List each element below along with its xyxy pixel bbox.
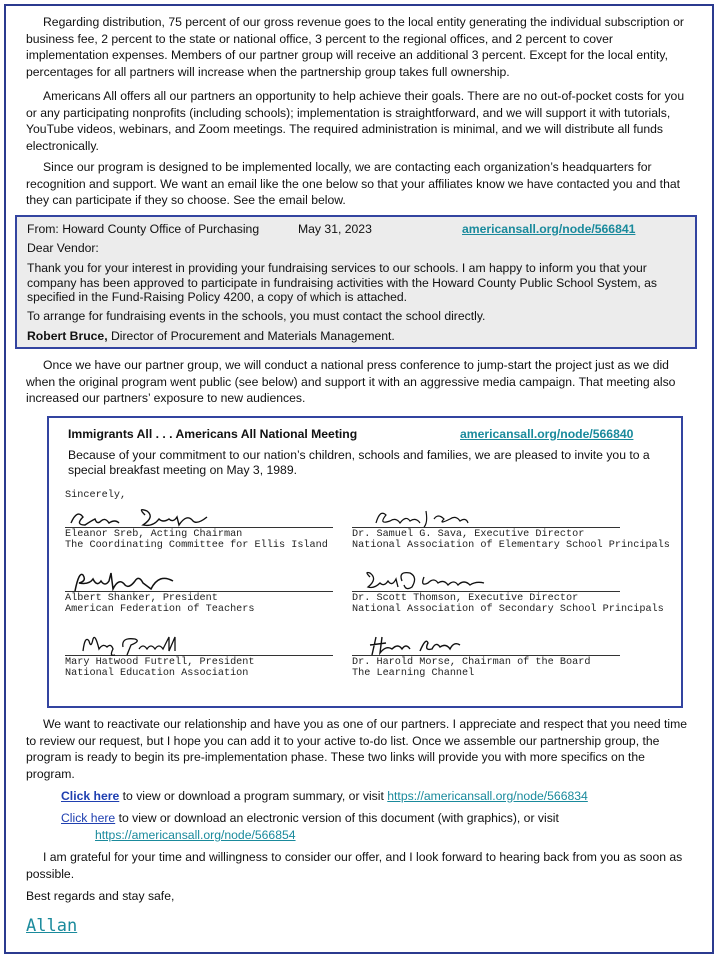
handwritten-signature (67, 503, 217, 533)
paragraph-grateful: I am grateful for your time and willingness to consider our offer, and I look forward to hearing back from you as soon as possible. (26, 850, 683, 881)
link-line-document (61, 810, 681, 843)
email-greeting: Dear Vendor: (27, 241, 99, 255)
email-body: Thank you for your interest in providing your fundraising services to our schools. I am happy to inform you that your company has been approved to participate in fundraising activities with the Howard County Public School System, as specified in the Fund-Raising Policy 4200, a copy of which is attached. (27, 261, 658, 304)
email-signer: Robert Bruce, Director of Procurement and Materials Management. (27, 329, 395, 343)
paragraph-local: Since our program is designed to be implemented locally, we are contacting each organization’s headquarters for recognition and support. We want an email like the one below so that your affiliates know we have contacted you and that they can participate if they so choose. See the email below. (26, 160, 681, 207)
meeting-link[interactable]: americansall.org/node/566840 (460, 427, 634, 441)
meeting-body: Because of your commitment to our nation’s children, schools and families, we are pleased to invite you to a special breakfast meeting on May 3, 1989. (68, 448, 650, 477)
link-line-summary (61, 788, 691, 805)
link-text-document: to view or download an electronic version of this document (with graphics), or visit (115, 811, 559, 825)
handwritten-signature (69, 567, 179, 595)
document-url-link[interactable]: https://americansall.org/node/566854 (95, 827, 296, 842)
paragraph-reactivate: We want to reactivate our relationship and have you as one of our partners. I appreciate and respect that you need time to review our request, but I hope you can add it to your active to-do list. Once we assemble our partnership group, the program is ready to begin its pre-implementation phase. These two links will provide you with more specifics on the program. (26, 717, 688, 781)
signatory-thomson: Dr. Scott Thomson, Executive Director National Association of Secondary School Principals (352, 591, 682, 616)
email-date: May 31, 2023 (298, 222, 372, 236)
signatory-futrell: Mary Hatwood Futrell, President National Education Association (65, 655, 335, 680)
click-here-summary-link[interactable]: Click here (61, 789, 120, 803)
signatory-shanker: Albert Shanker, President American Federation of Teachers (65, 591, 335, 616)
signatory-sreb: Eleanor Sreb, Acting Chairman The Coordinating Committee for Ellis Island (65, 527, 335, 552)
handwritten-signature (362, 567, 492, 595)
sincerely-text: Sincerely, (65, 490, 127, 501)
email-from: From: Howard County Office of Purchasing (27, 222, 260, 236)
signatory-sava: Dr. Samuel G. Sava, Executive Director National Association of Elementary School Principals (352, 527, 682, 552)
handwritten-signature (79, 629, 199, 659)
click-here-document-link[interactable]: Click here (61, 811, 116, 825)
paragraph-distribution: Regarding distribution, 75 percent of our gross revenue goes to the local entity generating the individual subscription or business fee, 2 percent to the state or national office, 3 percent to the regional offices, and 2 percent to cover implementation expenses. Members of our partner group will receive an additional 3 percent. Except for the local entity, percentages for all partners will increase when the partnership group takes full ownership. (26, 15, 684, 79)
meeting-title: Immigrants All . . . Americans All National Meeting (68, 427, 358, 441)
summary-url-link[interactable]: https://americansall.org/node/566834 (387, 789, 588, 803)
signatory-morse: Dr. Harold Morse, Chairman of the Board The Learning Channel (352, 655, 682, 680)
handwritten-signature (372, 505, 472, 531)
link-text-summary: to view or download a program summary, or visit (119, 789, 388, 803)
handwritten-signature (366, 631, 466, 659)
email-instruction: To arrange for fundraising events in the schools, you must contact the school directly. (27, 309, 486, 323)
paragraph-offer: Americans All offers all our partners an opportunity to help achieve their goals. There are no out-of-pocket costs for you or any participating nonprofits (including schools); implementation is straightforward, and we will support it with tutorials, YouTube videos, webinars, and Zoom meetings. The required administration is minimal, and we will distribute all funds electronically. (26, 89, 685, 153)
email-link[interactable]: americansall.org/node/566841 (462, 222, 636, 236)
email-header (27, 222, 692, 237)
closing-line: Best regards and stay safe, (26, 889, 175, 903)
author-signature-link[interactable]: Allan (26, 916, 78, 936)
email-quote-box (15, 215, 697, 349)
meeting-invitation-box (47, 416, 683, 708)
paragraph-press: Once we have our partner group, we will conduct a national press conference to jump-start the project just as we did when the original program went public (see below) and support it with an aggressive media campaign. That meeting also increased our partners’ exposure to new audiences. (26, 358, 676, 405)
